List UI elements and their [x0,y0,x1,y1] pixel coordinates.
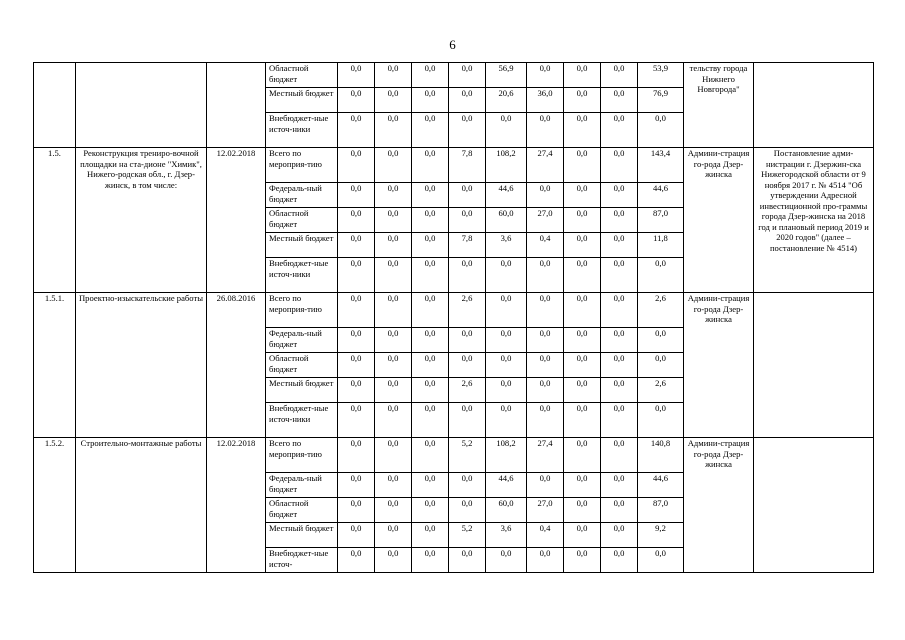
amount-cell: 0,0 [412,498,449,523]
amount-cell: 0,0 [601,183,638,208]
amount-cell: 53,9 [638,63,684,88]
amount-cell: 60,0 [486,208,527,233]
funding-source-cell: Внебюджет-ные источ-ники [266,113,338,148]
amount-cell: 0,0 [338,353,375,378]
amount-cell: 87,0 [638,208,684,233]
amount-cell: 0,0 [375,258,412,293]
amount-cell: 5,2 [449,523,486,548]
amount-cell: 0,4 [527,233,564,258]
amount-cell: 0,0 [601,403,638,438]
amount-cell: 0,0 [338,208,375,233]
funding-source-cell: Местный бюджет [266,88,338,113]
funding-source-cell: Областной бюджет [266,353,338,378]
continued-item-row [34,63,874,88]
amount-cell: 0,0 [412,353,449,378]
item-1-5-1-row [34,293,874,328]
amount-cell: 0,0 [412,183,449,208]
amount-cell: 0,0 [412,258,449,293]
amount-cell: 0,0 [338,293,375,328]
amount-cell: 0,0 [338,258,375,293]
funding-source-cell: Всего по мероприя-тию [266,293,338,328]
amount-cell: 0,0 [601,498,638,523]
funding-source-cell: Областной бюджет [266,63,338,88]
amount-cell: 0,0 [527,258,564,293]
amount-cell: 0,0 [449,473,486,498]
amount-cell: 0,0 [449,183,486,208]
amount-cell: 0,0 [527,183,564,208]
amount-cell: 3,6 [486,523,527,548]
amount-cell: 0,0 [527,328,564,353]
amount-cell: 0,0 [564,548,601,573]
amount-cell: 0,0 [338,148,375,183]
funding-source-cell: Федераль-ный бюджет [266,473,338,498]
amount-cell: 0,0 [601,258,638,293]
amount-cell: 0,0 [564,498,601,523]
item-name-cell: Реконструкция трениро-вочной площадки на ста-дионе "Химик", Нижего-родская обл., г. Дзер-жинск, в том числе: [76,148,207,293]
amount-cell: 0,0 [338,88,375,113]
amount-cell: 0,0 [638,353,684,378]
funding-source-cell: Местный бюджет [266,523,338,548]
amount-cell: 0,0 [375,498,412,523]
amount-cell: 0,0 [564,233,601,258]
amount-cell: 0,0 [375,438,412,473]
amount-cell: 0,0 [564,63,601,88]
executor-cell: Админи-страция го-рода Дзер-жинска [684,293,754,438]
amount-cell: 0,0 [564,88,601,113]
funding-source-cell: Внебюджет-ные источ-ники [266,258,338,293]
amount-cell: 0,0 [601,378,638,403]
item-date-cell [207,63,266,148]
amount-cell: 0,0 [601,233,638,258]
amount-cell: 108,2 [486,148,527,183]
amount-cell: 0,0 [412,378,449,403]
legal-basis-cell [754,293,874,438]
amount-cell: 76,9 [638,88,684,113]
amount-cell: 0,0 [638,548,684,573]
amount-cell: 0,0 [486,548,527,573]
amount-cell: 0,0 [338,473,375,498]
amount-cell: 44,6 [638,183,684,208]
executor-cell: Админи-страция го-рода Дзер-жинска [684,438,754,573]
amount-cell: 0,0 [412,403,449,438]
amount-cell: 0,0 [338,378,375,403]
amount-cell: 44,6 [486,473,527,498]
amount-cell: 0,0 [375,548,412,573]
table-body [34,63,874,573]
amount-cell: 0,0 [486,403,527,438]
funding-source-cell: Федераль-ный бюджет [266,183,338,208]
amount-cell: 0,0 [412,473,449,498]
amount-cell: 0,0 [638,258,684,293]
amount-cell: 0,0 [375,208,412,233]
amount-cell: 0,0 [601,523,638,548]
amount-cell: 0,0 [449,353,486,378]
amount-cell: 20,6 [486,88,527,113]
amount-cell: 0,0 [638,403,684,438]
amount-cell: 0,0 [527,473,564,498]
amount-cell: 0,0 [338,113,375,148]
item-number-cell: 1.5.2. [34,438,76,573]
amount-cell: 0,0 [338,328,375,353]
amount-cell: 0,0 [375,328,412,353]
amount-cell: 0,0 [375,148,412,183]
amount-cell: 0,0 [449,258,486,293]
amount-cell: 0,0 [412,63,449,88]
executor-cell: тельству города Нижнего Новгорода" [684,63,754,148]
amount-cell: 140,8 [638,438,684,473]
amount-cell: 0,0 [375,378,412,403]
page-number: 6 [449,37,456,52]
amount-cell: 0,0 [412,233,449,258]
amount-cell: 0,0 [564,258,601,293]
amount-cell: 0,0 [338,403,375,438]
item-date-cell: 12.02.2018 [207,438,266,573]
amount-cell: 0,0 [486,328,527,353]
amount-cell: 0,0 [375,473,412,498]
legal-basis-cell: Постановление адми-нистрации г. Дзержин-ска Нижегородской области от 9 ноября 2017 г. № 4514 "Об утверждении Адресной инвестиционной про-граммы города Дзер-жинска на 2018 год и плановый период 2019 и 2020 годов" (далее – постановление № 4514) [754,148,874,293]
amount-cell: 7,8 [449,148,486,183]
amount-cell: 2,6 [638,293,684,328]
funding-source-cell: Областной бюджет [266,498,338,523]
amount-cell: 0,0 [564,113,601,148]
amount-cell: 0,0 [375,403,412,438]
amount-cell: 11,8 [638,233,684,258]
amount-cell: 0,0 [449,113,486,148]
amount-cell: 0,0 [338,63,375,88]
amount-cell: 0,0 [338,523,375,548]
amount-cell: 27,0 [527,208,564,233]
amount-cell: 0,0 [449,208,486,233]
amount-cell: 27,4 [527,148,564,183]
amount-cell: 0,0 [338,498,375,523]
funding-source-cell: Местный бюджет [266,378,338,403]
item-date-cell: 26.08.2016 [207,293,266,438]
amount-cell: 0,0 [449,328,486,353]
amount-cell: 60,0 [486,498,527,523]
amount-cell: 0,0 [564,328,601,353]
amount-cell: 0,0 [486,258,527,293]
amount-cell: 0,4 [527,523,564,548]
amount-cell: 0,0 [564,148,601,183]
amount-cell: 0,0 [486,113,527,148]
amount-cell: 0,0 [412,113,449,148]
amount-cell: 0,0 [601,438,638,473]
amount-cell: 0,0 [375,233,412,258]
amount-cell: 87,0 [638,498,684,523]
amount-cell: 0,0 [564,473,601,498]
amount-cell: 0,0 [412,548,449,573]
amount-cell: 0,0 [564,523,601,548]
amount-cell: 0,0 [601,473,638,498]
amount-cell: 0,0 [449,548,486,573]
amount-cell: 5,2 [449,438,486,473]
amount-cell: 0,0 [412,88,449,113]
amount-cell: 0,0 [638,113,684,148]
amount-cell: 0,0 [375,183,412,208]
amount-cell: 27,4 [527,438,564,473]
amount-cell: 27,0 [527,498,564,523]
funding-source-cell: Всего по мероприя-тию [266,148,338,183]
amount-cell: 0,0 [601,113,638,148]
amount-cell: 143,4 [638,148,684,183]
amount-cell: 0,0 [527,378,564,403]
amount-cell: 2,6 [638,378,684,403]
item-1-5-row [34,148,874,183]
amount-cell: 0,0 [486,293,527,328]
amount-cell: 3,6 [486,233,527,258]
amount-cell: 0,0 [564,208,601,233]
amount-cell: 36,0 [527,88,564,113]
amount-cell: 0,0 [601,293,638,328]
amount-cell: 2,6 [449,378,486,403]
amount-cell: 2,6 [449,293,486,328]
funding-source-cell: Местный бюджет [266,233,338,258]
amount-cell: 0,0 [412,523,449,548]
item-name-cell: Строительно-монтажные работы [76,438,207,573]
item-date-cell: 12.02.2018 [207,148,266,293]
amount-cell: 0,0 [564,438,601,473]
amount-cell: 0,0 [412,328,449,353]
amount-cell: 0,0 [486,378,527,403]
amount-cell: 0,0 [564,183,601,208]
amount-cell: 0,0 [564,403,601,438]
executor-cell: Админи-страция го-рода Дзер-жинска [684,148,754,293]
amount-cell: 0,0 [527,113,564,148]
funding-source-cell: Всего по мероприя-тию [266,438,338,473]
amount-cell: 0,0 [338,233,375,258]
amount-cell: 0,0 [449,63,486,88]
amount-cell: 0,0 [375,293,412,328]
amount-cell: 0,0 [449,403,486,438]
amount-cell: 0,0 [527,293,564,328]
amount-cell: 0,0 [601,208,638,233]
amount-cell: 0,0 [338,548,375,573]
amount-cell: 0,0 [338,438,375,473]
amount-cell: 56,9 [486,63,527,88]
amount-cell: 0,0 [338,183,375,208]
amount-cell: 0,0 [527,548,564,573]
item-number-cell: 1.5.1. [34,293,76,438]
amount-cell: 44,6 [638,473,684,498]
amount-cell: 0,0 [412,438,449,473]
amount-cell: 0,0 [527,403,564,438]
amount-cell: 108,2 [486,438,527,473]
item-1-5-2-row [34,438,874,473]
amount-cell: 0,0 [527,63,564,88]
amount-cell: 0,0 [527,353,564,378]
program-table [33,62,874,573]
amount-cell: 0,0 [449,498,486,523]
amount-cell: 0,0 [564,353,601,378]
amount-cell: 0,0 [375,63,412,88]
amount-cell: 0,0 [375,113,412,148]
amount-cell: 0,0 [601,63,638,88]
item-number-cell: 1.5. [34,148,76,293]
amount-cell: 0,0 [601,328,638,353]
funding-source-cell: Внебюджет-ные источ- [266,548,338,573]
amount-cell: 0,0 [375,88,412,113]
amount-cell: 9,2 [638,523,684,548]
funding-source-cell: Внебюджет-ные источ-ники [266,403,338,438]
amount-cell: 0,0 [412,293,449,328]
amount-cell: 0,0 [486,353,527,378]
amount-cell: 44,6 [486,183,527,208]
item-number-cell [34,63,76,148]
item-name-cell: Проектно-изыскательские работы [76,293,207,438]
amount-cell: 0,0 [375,523,412,548]
funding-source-cell: Областной бюджет [266,208,338,233]
amount-cell: 0,0 [564,293,601,328]
funding-source-cell: Федераль-ный бюджет [266,328,338,353]
amount-cell: 0,0 [638,328,684,353]
legal-basis-cell [754,438,874,573]
amount-cell: 7,8 [449,233,486,258]
amount-cell: 0,0 [375,353,412,378]
amount-cell: 0,0 [412,208,449,233]
amount-cell: 0,0 [601,548,638,573]
amount-cell: 0,0 [601,88,638,113]
amount-cell: 0,0 [449,88,486,113]
amount-cell: 0,0 [564,378,601,403]
amount-cell: 0,0 [601,353,638,378]
amount-cell: 0,0 [601,148,638,183]
amount-cell: 0,0 [412,148,449,183]
legal-basis-cell [754,63,874,148]
item-name-cell [76,63,207,148]
